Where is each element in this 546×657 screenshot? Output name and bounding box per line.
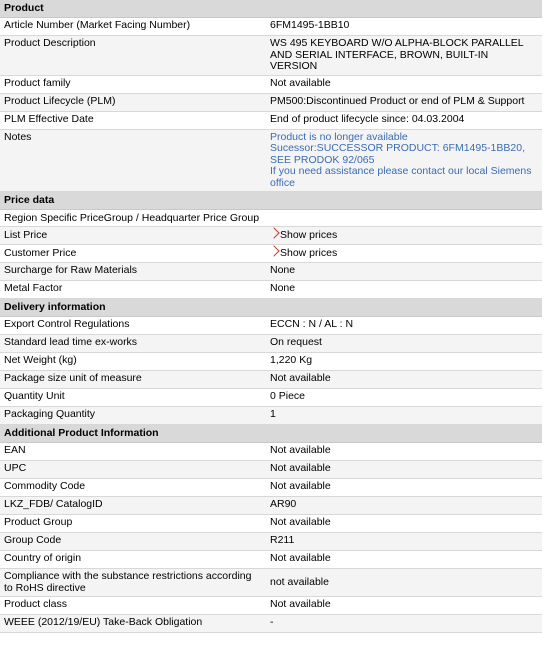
row-plm-date xyxy=(0,112,542,130)
label-package-unit: Package size unit of measure xyxy=(4,372,142,384)
value-lkz-catalog: AR90 xyxy=(270,498,297,510)
value-plm-date: End of product lifecycle since: 04.03.2004 xyxy=(270,112,465,125)
section-header-delivery: Delivery information xyxy=(0,299,542,317)
row-group-code xyxy=(0,533,542,551)
label-description: Product Description xyxy=(4,37,96,49)
value-net-weight: 1,220 Kg xyxy=(270,354,313,366)
row-packaging-quantity xyxy=(0,407,542,425)
row-product-group xyxy=(0,515,542,533)
customer-price-show-prices[interactable]: Show prices xyxy=(280,246,338,259)
row-lkz-catalog xyxy=(0,497,542,515)
row-upc xyxy=(0,461,542,479)
label-lkz-catalog: LKZ_FDB/ CatalogID xyxy=(4,498,103,510)
section-header-price: Price data xyxy=(0,192,542,210)
label-packaging-quantity: Packaging Quantity xyxy=(4,408,96,420)
notes-line-availability: Product is no longer available xyxy=(270,130,408,143)
label-notes: Notes xyxy=(4,130,32,143)
row-net-weight xyxy=(0,353,542,371)
value-group-code: R211 xyxy=(270,534,295,546)
value-export-control: ECCN : N / AL : N xyxy=(270,318,354,330)
label-product-class: Product class xyxy=(4,598,68,610)
label-list-price: List Price xyxy=(4,229,48,241)
value-quantity-unit: 0 Piece xyxy=(270,390,306,402)
value-commodity-code: Not available xyxy=(270,480,331,492)
chevron-right-icon xyxy=(268,227,279,238)
section-header-product: Product xyxy=(0,0,542,18)
row-lead-time xyxy=(0,335,542,353)
customer-price-link[interactable] xyxy=(266,245,542,262)
list-price-link[interactable] xyxy=(266,227,542,244)
value-lead-time: On request xyxy=(270,336,322,348)
value-lifecycle: PM500:Discontinued Product or end of PLM & Support xyxy=(270,94,525,107)
value-ean: Not available xyxy=(270,444,331,456)
row-notes xyxy=(0,130,542,193)
label-group-code: Group Code xyxy=(4,534,62,546)
row-list-price xyxy=(0,227,542,245)
value-metal-factor: None xyxy=(270,282,296,294)
section-header-additional: Additional Product Information xyxy=(0,425,542,443)
label-country-of-origin: Country of origin xyxy=(4,552,82,564)
value-description: WS 495 KEYBOARD W/O ALPHA-BLOCK PARALLEL AND SERIAL INTERFACE, BROWN, BUILT-IN VERSION xyxy=(270,37,524,72)
label-surcharge: Surcharge for Raw Materials xyxy=(4,264,138,276)
notes-line-assistance: If you need assistance please contact our local Siemens office xyxy=(270,165,532,189)
value-article-number: 6FM1495-1BB10 xyxy=(270,19,350,31)
row-quantity-unit xyxy=(0,389,542,407)
label-quantity-unit: Quantity Unit xyxy=(4,390,65,402)
label-customer-price: Customer Price xyxy=(4,247,77,259)
row-lifecycle xyxy=(0,94,542,112)
value-rohs: not available xyxy=(270,575,329,588)
value-product-family: Not available xyxy=(270,76,331,89)
label-weee: WEEE (2012/19/EU) Take-Back Obligation xyxy=(4,616,203,628)
label-plm-date: PLM Effective Date xyxy=(4,112,94,125)
row-product-family xyxy=(0,76,542,94)
value-package-unit: Not available xyxy=(270,372,331,384)
row-commodity-code xyxy=(0,479,542,497)
label-product-group: Product Group xyxy=(4,516,73,528)
label-lifecycle: Product Lifecycle (PLM) xyxy=(4,94,116,107)
list-price-show-prices[interactable]: Show prices xyxy=(280,228,338,241)
label-lead-time: Standard lead time ex-works xyxy=(4,336,138,348)
row-export-control xyxy=(0,317,542,335)
row-package-unit xyxy=(0,371,542,389)
value-packaging-quantity: 1 xyxy=(270,408,276,420)
row-weee xyxy=(0,615,542,633)
label-metal-factor: Metal Factor xyxy=(4,282,63,294)
row-description xyxy=(0,36,542,76)
value-notes xyxy=(266,130,542,192)
label-export-control: Export Control Regulations xyxy=(4,318,130,330)
value-product-group: Not available xyxy=(270,516,331,528)
chevron-right-icon xyxy=(268,245,279,256)
label-upc: UPC xyxy=(4,462,27,474)
row-metal-factor xyxy=(0,281,542,299)
row-surcharge xyxy=(0,263,542,281)
label-net-weight: Net Weight (kg) xyxy=(4,354,77,366)
notes-line-successor: Sucessor:SUCCESSOR PRODUCT: 6FM1495-1BB20, SEE PRODOK 92/065 xyxy=(270,142,525,166)
label-commodity-code: Commodity Code xyxy=(4,480,86,492)
value-weee: - xyxy=(270,616,274,628)
value-country-of-origin: Not available xyxy=(270,552,331,564)
label-ean: EAN xyxy=(4,444,26,456)
value-upc: Not available xyxy=(270,462,331,474)
label-rohs: Compliance with the substance restrictions according to RoHS directive xyxy=(4,570,252,594)
label-article-number: Article Number (Market Facing Number) xyxy=(4,19,191,31)
price-region-note: Region Specific PriceGroup / Headquarter Price Group xyxy=(0,210,542,227)
row-customer-price xyxy=(0,245,542,263)
value-product-class: Not available xyxy=(270,598,331,610)
row-ean xyxy=(0,443,542,461)
row-product-class xyxy=(0,597,542,615)
row-article-number xyxy=(0,18,542,36)
row-rohs xyxy=(0,569,542,597)
row-country-of-origin xyxy=(0,551,542,569)
label-product-family: Product family xyxy=(4,76,71,89)
value-surcharge: None xyxy=(270,264,296,276)
